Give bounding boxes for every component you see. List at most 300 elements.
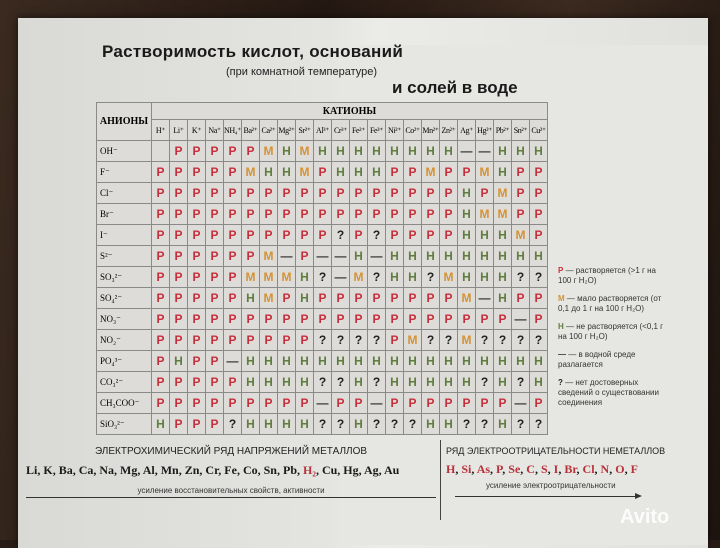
solubility-cell: Р [170, 162, 188, 183]
solubility-cell: Р [332, 393, 350, 414]
solubility-cell: Р [152, 183, 170, 204]
solubility-cell: Р [224, 267, 242, 288]
cations-header: КАТИОНЫ [152, 103, 548, 120]
solubility-cell: Н [422, 372, 440, 393]
solubility-cell: Р [152, 372, 170, 393]
solubility-cell: Р [422, 183, 440, 204]
element-symbol: Zn [184, 463, 200, 477]
element-symbol: Mg [120, 463, 138, 477]
solubility-cell: Р [368, 204, 386, 225]
solubility-cell: Р [296, 330, 314, 351]
solubility-cell: Н [260, 162, 278, 183]
element-symbol: I [553, 462, 559, 476]
page-title-continued: и солей в воде [392, 78, 518, 97]
solubility-cell: Р [152, 225, 170, 246]
solubility-cell: ? [368, 330, 386, 351]
solubility-cell: Р [278, 309, 296, 330]
solubility-cell: Р [170, 288, 188, 309]
solubility-cell: Р [332, 309, 350, 330]
solubility-cell: Р [422, 225, 440, 246]
solubility-cell: Р [206, 183, 224, 204]
legend [558, 266, 668, 416]
table-row [97, 183, 548, 204]
solubility-cell: Р [170, 330, 188, 351]
legend-symbol: Р [558, 266, 564, 275]
solubility-cell: Р [260, 225, 278, 246]
solubility-cell: ? [512, 267, 530, 288]
solubility-cell: Р [440, 183, 458, 204]
solubility-cell: М [260, 246, 278, 267]
solubility-cell: Н [440, 246, 458, 267]
solubility-cell: Н [494, 372, 512, 393]
solubility-cell: Р [224, 246, 242, 267]
solubility-cell: Р [422, 309, 440, 330]
table-row [97, 267, 548, 288]
solubility-cell: Н [476, 225, 494, 246]
solubility-cell: ? [530, 267, 548, 288]
legend-symbol: — [558, 350, 566, 359]
nonmetals-note: усиление электроотрицательности [486, 481, 616, 490]
solubility-cell: Н [494, 288, 512, 309]
solubility-cell: ? [476, 372, 494, 393]
solubility-cell: Р [170, 267, 188, 288]
cation-header: Li⁺ [170, 120, 188, 141]
solubility-cell: Р [260, 393, 278, 414]
table-row [97, 309, 548, 330]
solubility-cell: Р [170, 414, 188, 435]
solubility-cell: ? [368, 225, 386, 246]
anion-label: S²⁻ [97, 246, 152, 267]
solubility-cell: Н [494, 414, 512, 435]
solubility-cell: Р [242, 330, 260, 351]
element-symbol: Li [26, 463, 38, 477]
solubility-cell: Р [224, 372, 242, 393]
solubility-cell: Р [188, 183, 206, 204]
solubility-cell: Р [188, 225, 206, 246]
cation-header: Pb²⁺ [494, 120, 512, 141]
solubility-cell: Р [188, 246, 206, 267]
solubility-cell: Р [224, 141, 242, 162]
solubility-cell: Р [152, 288, 170, 309]
solubility-cell: ? [530, 414, 548, 435]
solubility-cell: Н [530, 351, 548, 372]
solubility-cell: М [422, 162, 440, 183]
cation-header-row [97, 120, 548, 141]
solubility-cell: Р [440, 309, 458, 330]
table-row [97, 330, 548, 351]
solubility-cell: Р [206, 162, 224, 183]
metals-heading: ЭЛЕКТРОХИМИЧЕСКИЙ РЯД НАПРЯЖЕНИЙ МЕТАЛЛОВ [94, 446, 368, 457]
solubility-cell: ? [530, 330, 548, 351]
solubility-cell: Н [332, 141, 350, 162]
element-symbol: Cl [582, 462, 595, 476]
solubility-cell [152, 141, 170, 162]
solubility-cell: — [224, 351, 242, 372]
solubility-cell: Н [458, 183, 476, 204]
solubility-cell: Н [260, 414, 278, 435]
solubility-cell: М [494, 183, 512, 204]
solubility-cell: Н [440, 141, 458, 162]
solubility-cell: Р [170, 204, 188, 225]
solubility-cell: Н [512, 246, 530, 267]
solubility-cell: Р [224, 393, 242, 414]
page-subtitle: (при комнатной температуре) [226, 66, 378, 78]
solubility-cell: Р [152, 162, 170, 183]
solubility-cell: Р [386, 393, 404, 414]
solubility-cell: Н [350, 414, 368, 435]
solubility-cell: Р [314, 309, 332, 330]
solubility-cell: Н [440, 372, 458, 393]
anion-label: NO₂⁻ [97, 330, 152, 351]
anion-label: CO₃²⁻ [97, 372, 152, 393]
solubility-cell: Р [152, 246, 170, 267]
solubility-cell: Н [296, 414, 314, 435]
solubility-cell: Р [242, 183, 260, 204]
element-symbol: Se [508, 462, 521, 476]
solubility-cell: Р [314, 183, 332, 204]
solubility-cell: Р [206, 225, 224, 246]
solubility-cell: Р [206, 204, 224, 225]
cation-header: Ca²⁺ [260, 120, 278, 141]
solubility-cell: Н [494, 141, 512, 162]
solubility-cell: Р [404, 183, 422, 204]
solubility-cell: Р [440, 225, 458, 246]
element-symbol: Cr [205, 463, 219, 477]
solubility-cell: — [476, 288, 494, 309]
element-symbol: Sn [263, 463, 277, 477]
solubility-cell: Р [278, 225, 296, 246]
solubility-cell: Н [530, 372, 548, 393]
solubility-cell: Н [530, 246, 548, 267]
cation-header: Ni²⁺ [386, 120, 404, 141]
element-symbol: F [630, 462, 638, 476]
solubility-cell: Р [152, 204, 170, 225]
solubility-cell: ? [314, 267, 332, 288]
solubility-cell: Р [530, 204, 548, 225]
cation-header: NH₄⁺ [224, 120, 242, 141]
arrow-icon [455, 496, 640, 497]
element-symbol: As [476, 462, 491, 476]
element-symbol: Ag [363, 463, 379, 477]
solubility-cell: Р [512, 162, 530, 183]
solubility-cell: Р [206, 393, 224, 414]
solubility-cell: Р [260, 204, 278, 225]
solubility-cell: Н [422, 351, 440, 372]
solubility-cell: Н [368, 141, 386, 162]
solubility-cell: Р [386, 204, 404, 225]
cation-header: Na⁺ [206, 120, 224, 141]
solubility-cell: Р [206, 414, 224, 435]
anion-label: Br⁻ [97, 204, 152, 225]
solubility-cell: Р [368, 288, 386, 309]
solubility-cell: Р [512, 183, 530, 204]
solubility-cell: Р [386, 330, 404, 351]
solubility-cell: Р [242, 246, 260, 267]
cation-header: Cu²⁺ [530, 120, 548, 141]
table-row [97, 162, 548, 183]
table-row [97, 393, 548, 414]
solubility-cell: Н [440, 414, 458, 435]
solubility-cell: ? [332, 225, 350, 246]
solubility-cell: Н [296, 351, 314, 372]
solubility-cell: М [296, 141, 314, 162]
solubility-cell: Р [350, 183, 368, 204]
solubility-table [96, 102, 548, 435]
table-row [97, 288, 548, 309]
anion-label: SO₄²⁻ [97, 288, 152, 309]
solubility-cell: Р [350, 225, 368, 246]
solubility-cell: ? [422, 267, 440, 288]
solubility-cell: Н [350, 162, 368, 183]
element-symbol: Si [461, 462, 472, 476]
solubility-cell: Р [530, 183, 548, 204]
solubility-cell: Н [476, 351, 494, 372]
solubility-cell: Р [188, 267, 206, 288]
element-symbol: Mn [160, 463, 179, 477]
solubility-cell: — [476, 141, 494, 162]
solubility-cell: Н [386, 351, 404, 372]
table-body [97, 141, 548, 435]
solubility-cell: ? [512, 330, 530, 351]
solubility-cell: Р [278, 204, 296, 225]
solubility-cell: Р [404, 204, 422, 225]
legend-text: — нет достоверных сведений о существовании соединения [558, 378, 659, 407]
solubility-cell: Н [386, 267, 404, 288]
table-row [97, 141, 548, 162]
anion-label: OH⁻ [97, 141, 152, 162]
solubility-cell: Н [350, 351, 368, 372]
legend-symbol: Н [558, 322, 564, 331]
table-row [97, 204, 548, 225]
element-symbol: Al [142, 463, 155, 477]
solubility-cell: Н [476, 246, 494, 267]
legend-item [558, 322, 668, 342]
element-symbol: S [540, 462, 548, 476]
cation-header: Al³⁺ [314, 120, 332, 141]
solubility-cell: Р [224, 309, 242, 330]
solubility-cell: Н [368, 162, 386, 183]
cation-header: Ag⁺ [458, 120, 476, 141]
solubility-cell: М [350, 267, 368, 288]
legend-text: — растворяется (>1 г на 100 г H₂O) [558, 266, 656, 285]
element-symbol: Hg [343, 463, 359, 477]
solubility-cell: ? [350, 330, 368, 351]
solubility-cell: Н [296, 288, 314, 309]
solubility-cell: Р [404, 288, 422, 309]
solubility-cell: ? [386, 414, 404, 435]
solubility-cell: Н [422, 246, 440, 267]
solubility-cell: ? [476, 330, 494, 351]
anion-label: CH₃COO⁻ [97, 393, 152, 414]
legend-item [558, 266, 668, 286]
cation-header: Mn²⁺ [422, 120, 440, 141]
solubility-cell: Р [494, 393, 512, 414]
solubility-cell: Р [224, 330, 242, 351]
solubility-cell: ? [476, 414, 494, 435]
solubility-cell: Н [278, 414, 296, 435]
solubility-cell: Р [260, 183, 278, 204]
anion-label: SiO₃²⁻ [97, 414, 152, 435]
table-row [97, 246, 548, 267]
solubility-cell: Р [170, 141, 188, 162]
solubility-cell: — [458, 141, 476, 162]
solubility-cell: Н [494, 246, 512, 267]
legend-item [558, 294, 668, 314]
element-symbol: K [43, 463, 53, 477]
solubility-cell: — [512, 393, 530, 414]
solubility-cell: Р [278, 288, 296, 309]
solubility-cell: Р [188, 330, 206, 351]
nonmetal-electronegativity-series [446, 446, 706, 492]
solubility-cell: Р [512, 288, 530, 309]
solubility-cell: Н [404, 351, 422, 372]
solubility-cell: ? [314, 414, 332, 435]
anion-label: Cl⁻ [97, 183, 152, 204]
solubility-cell: Р [224, 288, 242, 309]
solubility-cell: Р [278, 183, 296, 204]
solubility-cell: Р [476, 183, 494, 204]
solubility-cell: ? [332, 414, 350, 435]
solubility-cell: ? [494, 330, 512, 351]
solubility-cell: Н [242, 351, 260, 372]
solubility-cell: Н [458, 372, 476, 393]
solubility-cell: М [476, 204, 494, 225]
solubility-cell: Н [242, 288, 260, 309]
solubility-cell: Н [386, 246, 404, 267]
element-symbol: Co [242, 463, 258, 477]
solubility-cell: Р [404, 162, 422, 183]
solubility-cell: ? [332, 330, 350, 351]
solubility-cell: Р [332, 288, 350, 309]
solubility-cell: М [260, 141, 278, 162]
solubility-cell: Р [206, 141, 224, 162]
solubility-cell: Н [422, 141, 440, 162]
solubility-cell: Н [242, 414, 260, 435]
solubility-cell: Р [242, 141, 260, 162]
legend-item [558, 378, 668, 408]
solubility-cell: Н [296, 372, 314, 393]
solubility-cell: Н [404, 267, 422, 288]
solubility-cell: Р [188, 204, 206, 225]
solubility-cell: Р [440, 162, 458, 183]
solubility-cell: Р [170, 246, 188, 267]
solubility-cell: ? [314, 372, 332, 393]
solubility-cell: Р [440, 393, 458, 414]
cation-header: Sr²⁺ [296, 120, 314, 141]
solubility-cell: Р [188, 141, 206, 162]
nonmetals-heading: РЯД ЭЛЕКТРООТРИЦАТЕЛЬНОСТИ НЕМЕТАЛЛОВ [446, 446, 666, 456]
solubility-cell: Р [296, 309, 314, 330]
solubility-cell: ? [440, 330, 458, 351]
solubility-cell: Р [224, 183, 242, 204]
section-divider [440, 440, 441, 520]
solubility-cell: Р [422, 288, 440, 309]
solubility-cell: Н [278, 162, 296, 183]
solubility-cell: М [404, 330, 422, 351]
solubility-cell: Р [206, 246, 224, 267]
solubility-cell: Р [278, 330, 296, 351]
table-row [97, 414, 548, 435]
solubility-cell: ? [368, 414, 386, 435]
solubility-cell: Н [512, 351, 530, 372]
solubility-cell: Р [188, 372, 206, 393]
solubility-cell: ? [422, 330, 440, 351]
solubility-cell: — [314, 393, 332, 414]
solubility-cell: Н [494, 267, 512, 288]
solubility-cell: Р [188, 351, 206, 372]
cation-header: Ba²⁺ [242, 120, 260, 141]
solubility-cell: М [242, 162, 260, 183]
solubility-cell: Р [530, 162, 548, 183]
solubility-cell: Р [530, 225, 548, 246]
solubility-cell: ? [512, 414, 530, 435]
solubility-cell: Р [458, 393, 476, 414]
solubility-cell: Н [476, 267, 494, 288]
element-symbol: C [526, 462, 535, 476]
solubility-cell: Р [314, 162, 332, 183]
solubility-cell: Р [152, 351, 170, 372]
solubility-cell: Р [206, 309, 224, 330]
solubility-cell: Н [260, 351, 278, 372]
legend-text: — мало растворяется (от 0,1 до 1 г на 100 г H₂O) [558, 294, 662, 313]
solubility-cell: ? [458, 414, 476, 435]
solubility-cell: Н [422, 414, 440, 435]
element-symbol: Ca [78, 463, 94, 477]
solubility-cell: Р [296, 183, 314, 204]
solubility-cell: ? [368, 372, 386, 393]
element-symbol: O [615, 462, 625, 476]
solubility-cell: Н [332, 351, 350, 372]
solubility-cell: Н [494, 162, 512, 183]
solubility-cell: Р [404, 225, 422, 246]
solubility-cell: М [494, 204, 512, 225]
solubility-cell: Р [458, 309, 476, 330]
solubility-cell: Р [314, 204, 332, 225]
solubility-cell: Р [224, 204, 242, 225]
cation-header: H⁺ [152, 120, 170, 141]
anion-label: I⁻ [97, 225, 152, 246]
solubility-cell: ? [368, 267, 386, 288]
solubility-cell: Р [170, 372, 188, 393]
solubility-cell: Н [350, 372, 368, 393]
solubility-cell: ? [224, 414, 242, 435]
solubility-cell: Р [314, 225, 332, 246]
solubility-cell: Р [350, 309, 368, 330]
solubility-cell: Н [350, 246, 368, 267]
solubility-cell: Р [206, 330, 224, 351]
solubility-cell: ? [404, 414, 422, 435]
solubility-cell: Р [188, 393, 206, 414]
anion-label: SO₃²⁻ [97, 267, 152, 288]
solubility-cell: Н [404, 246, 422, 267]
cation-header: Zn²⁺ [440, 120, 458, 141]
solubility-cell: Н [404, 372, 422, 393]
solubility-cell: Н [170, 351, 188, 372]
solubility-cell: Н [368, 351, 386, 372]
solubility-cell: Н [512, 141, 530, 162]
solubility-cell: Р [368, 183, 386, 204]
solubility-cell: Н [494, 351, 512, 372]
solubility-cell: — [368, 393, 386, 414]
cation-header: Fe²⁺ [350, 120, 368, 141]
anions-header: АНИОНЫ [97, 103, 152, 141]
solubility-cell: Р [152, 393, 170, 414]
solubility-cell: ? [512, 372, 530, 393]
metal-activity-series [26, 446, 436, 498]
solubility-cell: Н [458, 267, 476, 288]
solubility-cell: Р [188, 414, 206, 435]
table-row [97, 351, 548, 372]
